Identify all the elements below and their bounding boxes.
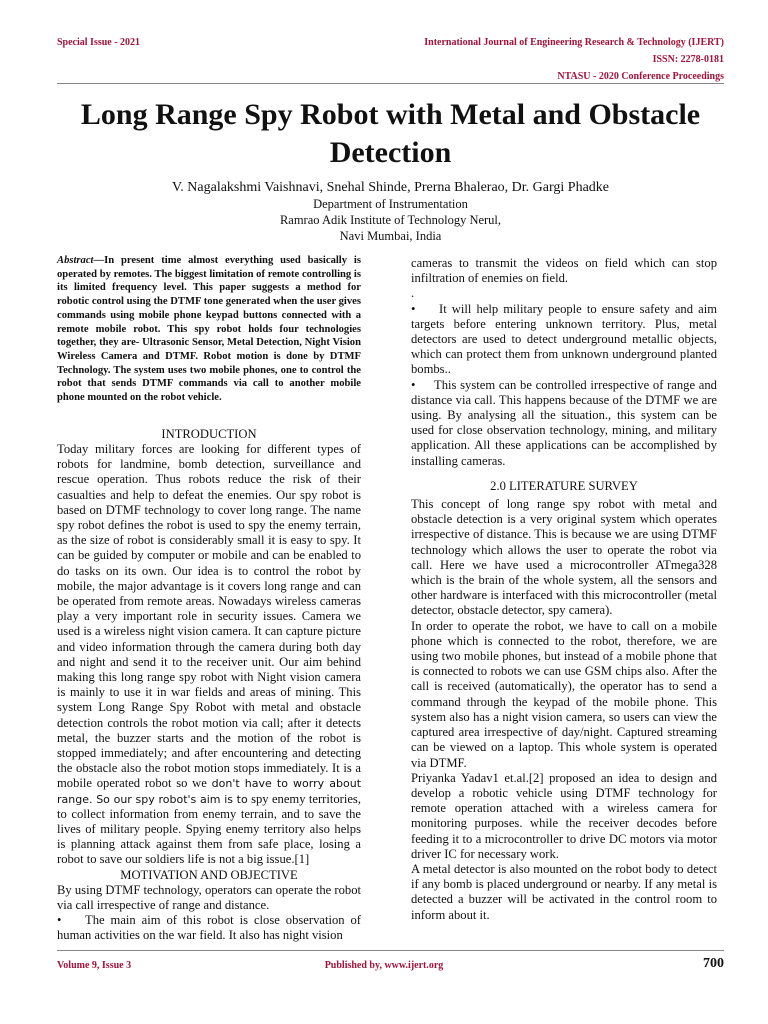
intro-text: Today military forces are looking for different types of robots for landmine, bomb detection, surveillance and rescue operation. Thus robots reduce the risk of their casualties and help to defeat the enemies. Our spy robot is based on DTMF technology to cover long range. The name spy robot defines the robot is used to spy the enemy terrain, as the size of robot is considerably small it is easy to spy. It can be guided by computer or mobile and can be enabled to do tasks on its own. Our idea is to control the robot by mobile, the major advantage is it covers long range and can be operated from remote areas. Nowadays wireless cameras play a very important role in security issues. Camera we used is a wireless night vision camera. It can capture picture and video information through the camera during both day and night and send it to the receiver unit. Our aim behind making this long range spy robot with Night vision camera is mainly to use it in war fields and areas of mining. This system Long Range Spy Robot with metal and obstacle detection controls the robot motion via call; after it detects metal, the buzzer starts and the motion of the robot is stopped immediately; and after encountering and detecting the obstacle also the robot motion stops immediately. It is a mobile operated robot so we xyxy=(57,441,361,791)
intro-text-sans: don't have to worry about range. So our spy robot's aim is to xyxy=(57,777,362,806)
institute: Ramrao Adik Institute of Technology Nerul, xyxy=(279,213,502,227)
affiliation xyxy=(57,196,724,244)
literature-paragraph-1: This concept of long range spy robot with metal and obstacle detection is a very original system which operates irrespective of distance. This is because we are using DTMF technology which allows the user to operate the robot via call. Here we have used a microcontroller ATmega328 which is the brain of the whole system, all the sensors and other hardware is interfaced with this microcontroller (metal detector, obstacle detector, spy camera). xyxy=(411,497,717,618)
footer-volume: Volume 9, Issue 3 xyxy=(57,960,132,971)
bullet-marker: • xyxy=(57,913,62,928)
header-divider xyxy=(57,83,724,84)
right-column xyxy=(411,256,717,923)
authors: V. Nagalakshmi Vaishnavi, Snehal Shinde, Prerna Bhalerao, Dr. Gargi Phadke xyxy=(171,180,610,195)
motivation-bullet-1 xyxy=(57,913,361,943)
proceedings: NTASU - 2020 Conference Proceedings xyxy=(557,71,724,82)
city: Navi Mumbai, India xyxy=(339,229,442,243)
motivation-bullet-2 xyxy=(411,302,717,378)
footer-publisher: Published by, www.ijert.org xyxy=(324,960,444,971)
left-column xyxy=(57,254,361,944)
journal-name: International Journal of Engineering Research & Technology (IJERT) xyxy=(424,37,724,48)
intro-paragraph xyxy=(57,442,361,868)
section-heading-literature: 2.0 LITERATURE SURVEY xyxy=(490,478,638,493)
abstract xyxy=(57,254,361,405)
intro-text-end: spy enemy territories, to collect information from enemy terrain, and to save the lives of military people. Spying enemy territory also helps is planning attack against them from safe place, losing a robot to save our soldiers life is not a big issue.[1] xyxy=(57,791,361,867)
bullet-text: It will help military people to ensure safety and aim targets before entering unknown territory. Plus, metal detectors are used to detect underground metallic objects, which can protect them from unknown underground planted bombs.. xyxy=(411,301,717,377)
bullet-marker: • xyxy=(411,301,416,316)
abstract-text: —In present time almost everything used basically is operated by remotes. The biggest limitation of remote controlling is its limited frequency level. This paper suggests a method for robotic control using the DTMF tone generated when the user gives commands using mobile phone keypad buttons connected with a remote mobile robot. This spy robot holds four technologies together, they are- Ultrasonic Sensor, Metal Detection, Night Vision Wireless Camera and DTMF. Robot motion is done by DTMF Technology. The system uses two mobile phones, one to control the robot that sends DTMF commands via call to another mobile phone mounted on the robot vehicle. xyxy=(57,255,361,404)
literature-paragraph-4: A metal detector is also mounted on the robot body to detect if any bomb is placed underground or nearby. If any metal is detected a buzzer will be activated in the control room to inform about it. xyxy=(411,861,717,922)
header-special-issue: Special Issue - 2021 xyxy=(57,37,141,48)
header-journal-info xyxy=(424,36,724,87)
bullet-text: This system can be controlled irrespective of range and distance via call. This happens because of the DTMF we are using. By analysing all the situation., this system can be used for close observation technology, mining, and military application. All these applications can be accomplished by installing cameras. xyxy=(411,377,717,468)
page-number: 700 xyxy=(703,956,724,971)
section-heading-introduction: INTRODUCTION xyxy=(161,426,257,441)
bullet-text: The main aim of this robot is close observation of human activities on the war field. It also has night vision xyxy=(57,913,361,943)
department: Department of Instrumentation xyxy=(313,197,468,211)
issn: ISSN: 2278-0181 xyxy=(652,54,724,65)
motivation-bullet-3 xyxy=(411,378,717,469)
abstract-label: Abstract xyxy=(57,255,94,266)
bullet-marker: • xyxy=(411,377,416,392)
literature-paragraph-2: In order to operate the robot, we have to call on a mobile phone which is connected to the robot, therefore, we are using two mobile phones, but instead of a mobile phone that is connected to robots we can use GSM chips also. After the call is received (automatically), the operator has to send a command through the keypad of the mobile phone. This system also has a night vision camera, so users can view the captured area irrespective of day/night. Captured streaming can be viewed on a laptop. This whole system is operated via DTMF. xyxy=(411,618,717,770)
literature-paragraph-3: Priyanka Yadav1 et.al.[2] proposed an idea to design and develop a robotic vehicle using DTMF technology for remote operation attached with a wireless camera for monitoring purposes. while the receiver decodes before feeding it to a microcontroller to drive DC motors via motor driver IC for necessary work. xyxy=(411,770,717,861)
motivation-bullet-1-cont: cameras to transmit the videos on field which can stop infiltration of enemies on field. xyxy=(411,256,717,286)
section-heading-motivation: MOTIVATION AND OBJECTIVE xyxy=(120,867,298,882)
stray-dot: . xyxy=(411,286,415,301)
motivation-paragraph: By using DTMF technology, operators can operate the robot via call irrespective of range and distance. xyxy=(57,882,361,913)
paper-title: Long Range Spy Robot with Metal and Obstacle Detection xyxy=(80,98,701,169)
footer-divider xyxy=(57,950,724,951)
